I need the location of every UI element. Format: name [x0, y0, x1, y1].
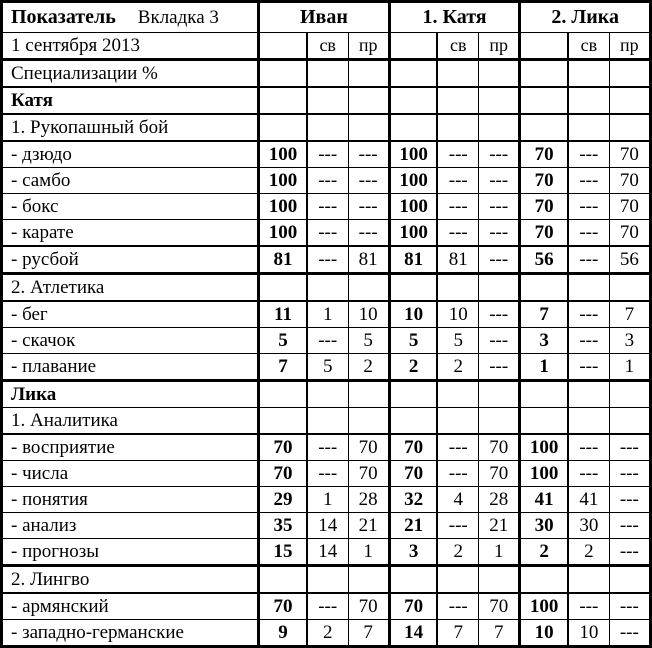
- value-cell: ---: [609, 513, 650, 539]
- value-cell: [307, 60, 348, 88]
- value-cell: ---: [307, 593, 348, 620]
- value-cell: 100: [520, 434, 568, 461]
- value-cell: 10: [348, 301, 389, 328]
- header-row-groups: [2, 2, 651, 33]
- table-body: [2, 60, 651, 647]
- value-cell: [259, 274, 307, 302]
- value-cell: [437, 60, 478, 88]
- value-cell: [520, 114, 568, 141]
- table-row: [2, 354, 651, 381]
- value-cell: ---: [437, 220, 478, 247]
- row-label: Специализации %: [2, 60, 259, 88]
- subcol-pr: пр: [609, 33, 650, 60]
- subcol-main: [259, 33, 307, 60]
- value-cell: [568, 566, 609, 594]
- value-cell: [479, 381, 520, 408]
- value-cell: [259, 408, 307, 435]
- value-cell: 81: [389, 246, 437, 274]
- table-row: [2, 593, 651, 620]
- value-cell: 70: [479, 593, 520, 620]
- header-row-subcols: [2, 33, 651, 60]
- table-row: [2, 220, 651, 247]
- value-cell: 100: [259, 220, 307, 247]
- table-row: [2, 620, 651, 647]
- value-cell: [307, 87, 348, 114]
- value-cell: ---: [437, 593, 478, 620]
- subcol-main: [520, 33, 568, 60]
- value-cell: 3: [389, 539, 437, 566]
- value-cell: ---: [479, 141, 520, 168]
- row-label: - анализ: [2, 513, 259, 539]
- table-row: [2, 381, 651, 408]
- value-cell: 70: [520, 220, 568, 247]
- value-cell: [437, 408, 478, 435]
- row-label: Лика: [2, 381, 259, 408]
- value-cell: 100: [259, 141, 307, 168]
- value-cell: 1: [307, 301, 348, 328]
- value-cell: [389, 114, 437, 141]
- value-cell: [259, 114, 307, 141]
- value-cell: [609, 60, 650, 88]
- value-cell: 7: [479, 620, 520, 647]
- value-cell: 81: [348, 246, 389, 274]
- value-cell: ---: [307, 461, 348, 487]
- value-cell: [389, 274, 437, 302]
- tab-label: Вкладка 3: [137, 7, 219, 28]
- value-cell: 5: [307, 354, 348, 381]
- value-cell: 30: [520, 513, 568, 539]
- value-cell: 56: [520, 246, 568, 274]
- value-cell: [479, 274, 520, 302]
- value-cell: ---: [479, 301, 520, 328]
- value-cell: [568, 87, 609, 114]
- row-label: - плавание: [2, 354, 259, 381]
- value-cell: [389, 381, 437, 408]
- value-cell: 14: [307, 539, 348, 566]
- value-cell: 70: [520, 168, 568, 194]
- value-cell: 2: [348, 354, 389, 381]
- value-cell: 35: [259, 513, 307, 539]
- subcol-pr: пр: [348, 33, 389, 60]
- date-label: 1 сентября 2013: [2, 33, 259, 60]
- value-cell: 70: [348, 461, 389, 487]
- value-cell: 81: [437, 246, 478, 274]
- value-cell: 41: [568, 487, 609, 513]
- value-cell: 100: [389, 220, 437, 247]
- value-cell: [259, 381, 307, 408]
- value-cell: 70: [609, 194, 650, 220]
- value-cell: [479, 114, 520, 141]
- table-row: [2, 434, 651, 461]
- value-cell: 2: [437, 354, 478, 381]
- value-cell: 21: [389, 513, 437, 539]
- table-row: [2, 408, 651, 435]
- value-cell: 2: [437, 539, 478, 566]
- value-cell: ---: [348, 220, 389, 247]
- value-cell: ---: [568, 434, 609, 461]
- value-cell: ---: [568, 220, 609, 247]
- value-cell: ---: [568, 194, 609, 220]
- value-cell: 28: [479, 487, 520, 513]
- value-cell: 70: [609, 168, 650, 194]
- value-cell: 1: [307, 487, 348, 513]
- value-cell: ---: [437, 194, 478, 220]
- value-cell: ---: [609, 539, 650, 566]
- value-cell: [389, 566, 437, 594]
- table-header: [2, 2, 651, 60]
- value-cell: ---: [568, 141, 609, 168]
- value-cell: [609, 274, 650, 302]
- value-cell: 29: [259, 487, 307, 513]
- value-cell: [568, 114, 609, 141]
- table-row: [2, 60, 651, 88]
- row-label: - карате: [2, 220, 259, 247]
- value-cell: 1: [479, 539, 520, 566]
- value-cell: [259, 87, 307, 114]
- table-row: [2, 566, 651, 594]
- value-cell: ---: [568, 168, 609, 194]
- value-cell: 56: [609, 246, 650, 274]
- row-label: - восприятие: [2, 434, 259, 461]
- row-label: - прогнозы: [2, 539, 259, 566]
- value-cell: 5: [259, 328, 307, 354]
- value-cell: [520, 60, 568, 88]
- value-cell: 15: [259, 539, 307, 566]
- value-cell: 7: [609, 301, 650, 328]
- value-cell: 1: [348, 539, 389, 566]
- value-cell: [348, 566, 389, 594]
- group-header-katya: 1. Катя: [389, 2, 520, 33]
- value-cell: [307, 114, 348, 141]
- value-cell: [307, 408, 348, 435]
- value-cell: [348, 87, 389, 114]
- value-cell: 2: [389, 354, 437, 381]
- value-cell: 100: [520, 593, 568, 620]
- value-cell: 14: [389, 620, 437, 647]
- value-cell: 5: [348, 328, 389, 354]
- value-cell: 2: [520, 539, 568, 566]
- value-cell: 41: [520, 487, 568, 513]
- value-cell: ---: [348, 141, 389, 168]
- value-cell: 30: [568, 513, 609, 539]
- value-cell: 100: [520, 461, 568, 487]
- value-cell: 70: [348, 593, 389, 620]
- table-row: [2, 539, 651, 566]
- value-cell: [348, 381, 389, 408]
- value-cell: 70: [479, 434, 520, 461]
- row-label: 1. Рукопашный бой: [2, 114, 259, 141]
- value-cell: [307, 274, 348, 302]
- row-label: - дзюдо: [2, 141, 259, 168]
- value-cell: [437, 87, 478, 114]
- table-title: Показатель: [11, 6, 116, 28]
- value-cell: ---: [609, 461, 650, 487]
- value-cell: 5: [389, 328, 437, 354]
- value-cell: [389, 60, 437, 88]
- value-cell: 70: [259, 461, 307, 487]
- value-cell: [479, 408, 520, 435]
- value-cell: [609, 87, 650, 114]
- subcol-main: [389, 33, 437, 60]
- row-label: - западно-германские: [2, 620, 259, 647]
- value-cell: [568, 60, 609, 88]
- value-cell: ---: [479, 328, 520, 354]
- subcol-sv: св: [307, 33, 348, 60]
- value-cell: ---: [348, 168, 389, 194]
- value-cell: 28: [348, 487, 389, 513]
- value-cell: [568, 274, 609, 302]
- value-cell: 7: [437, 620, 478, 647]
- subcol-sv: св: [437, 33, 478, 60]
- value-cell: 100: [259, 194, 307, 220]
- value-cell: [389, 408, 437, 435]
- table-row: [2, 87, 651, 114]
- value-cell: ---: [568, 354, 609, 381]
- value-cell: [520, 87, 568, 114]
- value-cell: [307, 566, 348, 594]
- value-cell: 70: [348, 434, 389, 461]
- value-cell: 70: [520, 141, 568, 168]
- table-row: [2, 487, 651, 513]
- value-cell: 3: [609, 328, 650, 354]
- table-row: [2, 141, 651, 168]
- value-cell: ---: [568, 301, 609, 328]
- value-cell: ---: [437, 141, 478, 168]
- value-cell: 14: [307, 513, 348, 539]
- value-cell: 70: [609, 220, 650, 247]
- value-cell: [609, 566, 650, 594]
- value-cell: [437, 381, 478, 408]
- value-cell: ---: [348, 194, 389, 220]
- value-cell: 70: [389, 434, 437, 461]
- value-cell: [520, 381, 568, 408]
- value-cell: 70: [520, 194, 568, 220]
- value-cell: ---: [609, 434, 650, 461]
- subcol-pr: пр: [479, 33, 520, 60]
- group-header-ivan: Иван: [259, 2, 390, 33]
- row-label: - скачок: [2, 328, 259, 354]
- value-cell: 10: [389, 301, 437, 328]
- value-cell: ---: [437, 461, 478, 487]
- value-cell: 21: [479, 513, 520, 539]
- value-cell: ---: [307, 194, 348, 220]
- value-cell: 100: [389, 168, 437, 194]
- group-header-lika: 2. Лика: [520, 2, 651, 33]
- value-cell: [307, 381, 348, 408]
- value-cell: [520, 566, 568, 594]
- value-cell: ---: [479, 194, 520, 220]
- value-cell: 5: [437, 328, 478, 354]
- value-cell: 70: [259, 593, 307, 620]
- value-cell: 2: [307, 620, 348, 647]
- value-cell: ---: [307, 246, 348, 274]
- value-cell: 70: [259, 434, 307, 461]
- value-cell: 21: [348, 513, 389, 539]
- row-label: - самбо: [2, 168, 259, 194]
- row-label: - бокс: [2, 194, 259, 220]
- table-row: [2, 513, 651, 539]
- value-cell: ---: [307, 434, 348, 461]
- row-label: 2. Атлетика: [2, 274, 259, 302]
- value-cell: [520, 408, 568, 435]
- value-cell: 10: [520, 620, 568, 647]
- value-cell: [348, 60, 389, 88]
- value-cell: [348, 274, 389, 302]
- value-cell: 100: [259, 168, 307, 194]
- value-cell: 70: [389, 461, 437, 487]
- value-cell: ---: [609, 593, 650, 620]
- value-cell: 32: [389, 487, 437, 513]
- table-row: [2, 461, 651, 487]
- value-cell: ---: [479, 168, 520, 194]
- table-row: [2, 168, 651, 194]
- table-row: [2, 301, 651, 328]
- row-label: 2. Лингво: [2, 566, 259, 594]
- table-title-cell: [2, 2, 259, 33]
- table-row: [2, 274, 651, 302]
- value-cell: 1: [609, 354, 650, 381]
- row-label: - армянский: [2, 593, 259, 620]
- value-cell: 100: [389, 194, 437, 220]
- value-cell: ---: [307, 141, 348, 168]
- row-label: Катя: [2, 87, 259, 114]
- value-cell: [609, 114, 650, 141]
- value-cell: 7: [259, 354, 307, 381]
- value-cell: 1: [520, 354, 568, 381]
- value-cell: ---: [437, 434, 478, 461]
- value-cell: 7: [348, 620, 389, 647]
- value-cell: ---: [307, 220, 348, 247]
- value-cell: [568, 381, 609, 408]
- value-cell: 10: [437, 301, 478, 328]
- row-label: - бег: [2, 301, 259, 328]
- value-cell: 11: [259, 301, 307, 328]
- value-cell: ---: [479, 246, 520, 274]
- value-cell: ---: [479, 220, 520, 247]
- value-cell: 2: [568, 539, 609, 566]
- value-cell: [479, 60, 520, 88]
- value-cell: ---: [307, 168, 348, 194]
- row-label: - русбой: [2, 246, 259, 274]
- value-cell: 10: [568, 620, 609, 647]
- value-cell: [389, 87, 437, 114]
- value-cell: [348, 114, 389, 141]
- value-cell: [609, 381, 650, 408]
- value-cell: 9: [259, 620, 307, 647]
- value-cell: [348, 408, 389, 435]
- value-cell: ---: [568, 461, 609, 487]
- row-label: - числа: [2, 461, 259, 487]
- value-cell: 3: [520, 328, 568, 354]
- table-row: [2, 328, 651, 354]
- value-cell: 4: [437, 487, 478, 513]
- value-cell: [259, 60, 307, 88]
- value-cell: ---: [609, 620, 650, 647]
- value-cell: [609, 408, 650, 435]
- value-cell: 7: [520, 301, 568, 328]
- value-cell: ---: [609, 487, 650, 513]
- value-cell: ---: [437, 168, 478, 194]
- value-cell: [568, 408, 609, 435]
- value-cell: ---: [307, 328, 348, 354]
- table-row: [2, 114, 651, 141]
- value-cell: [437, 274, 478, 302]
- value-cell: [437, 566, 478, 594]
- value-cell: 70: [479, 461, 520, 487]
- value-cell: 81: [259, 246, 307, 274]
- value-cell: ---: [479, 354, 520, 381]
- value-cell: [520, 274, 568, 302]
- value-cell: ---: [437, 513, 478, 539]
- value-cell: ---: [568, 328, 609, 354]
- table-row: [2, 246, 651, 274]
- value-cell: 70: [389, 593, 437, 620]
- value-cell: 100: [389, 141, 437, 168]
- value-cell: ---: [568, 593, 609, 620]
- value-cell: [437, 114, 478, 141]
- row-label: - понятия: [2, 487, 259, 513]
- value-cell: [259, 566, 307, 594]
- subcol-sv: св: [568, 33, 609, 60]
- value-cell: ---: [568, 246, 609, 274]
- value-cell: 70: [609, 141, 650, 168]
- value-cell: [479, 87, 520, 114]
- table-row: [2, 194, 651, 220]
- row-label: 1. Аналитика: [2, 408, 259, 435]
- value-cell: [479, 566, 520, 594]
